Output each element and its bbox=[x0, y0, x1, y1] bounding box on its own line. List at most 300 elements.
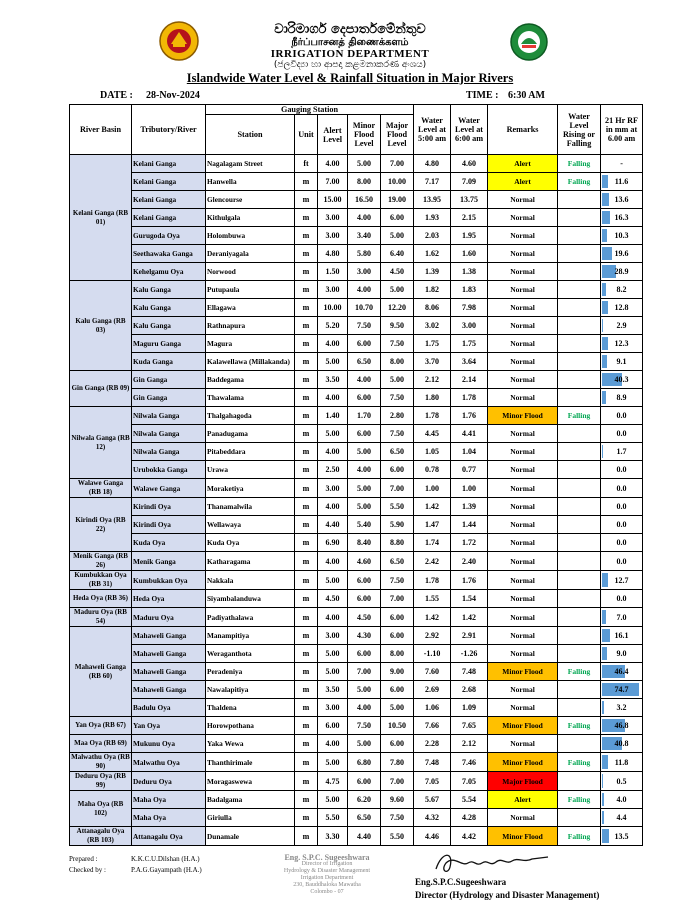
station-cell: Dunamale bbox=[206, 827, 295, 846]
wl6-cell: 1.72 bbox=[451, 534, 488, 552]
rainfall-bar bbox=[602, 211, 610, 224]
wl6-cell: 4.28 bbox=[451, 809, 488, 827]
minor-flood-cell: 16.50 bbox=[348, 191, 381, 209]
wl6-cell: 1.09 bbox=[451, 699, 488, 717]
river-basin-cell: Heda Oya (RB 36) bbox=[70, 590, 132, 608]
rainfall-cell bbox=[601, 717, 643, 735]
wl5-cell: 7.60 bbox=[414, 663, 451, 681]
tributary-cell: Kuda Ganga bbox=[132, 353, 206, 371]
rainfall-value: 12.8 bbox=[614, 303, 629, 312]
wl6-cell: 2.68 bbox=[451, 681, 488, 699]
remarks-cell: Minor Flood bbox=[488, 753, 558, 772]
station-cell: Magura bbox=[206, 335, 295, 353]
rising-falling-cell bbox=[558, 245, 601, 263]
rising-falling-cell bbox=[558, 461, 601, 479]
wl6-cell: 1.44 bbox=[451, 516, 488, 534]
minor-flood-cell: 7.50 bbox=[348, 317, 381, 335]
table-row bbox=[70, 353, 643, 371]
checked-by: P.A.G.Gayampath (H.A.) bbox=[131, 866, 202, 874]
major-flood-cell: 19.00 bbox=[381, 191, 414, 209]
rising-falling-cell bbox=[558, 809, 601, 827]
wl6-cell: 7.98 bbox=[451, 299, 488, 317]
rising-falling-cell bbox=[558, 571, 601, 590]
major-flood-cell: 5.50 bbox=[381, 498, 414, 516]
rainfall-cell bbox=[601, 281, 643, 299]
rising-falling-cell bbox=[558, 389, 601, 407]
minor-flood-cell: 4.00 bbox=[348, 281, 381, 299]
rainfall-bar bbox=[602, 391, 606, 404]
alert-level-cell: 10.00 bbox=[318, 299, 348, 317]
rising-falling-cell: Falling bbox=[558, 173, 601, 191]
rainfall-cell bbox=[601, 791, 643, 809]
alert-level-cell: 2.50 bbox=[318, 461, 348, 479]
major-flood-cell: 5.00 bbox=[381, 281, 414, 299]
wl5-cell: 1.93 bbox=[414, 209, 451, 227]
major-flood-cell: 5.90 bbox=[381, 516, 414, 534]
wl6-cell: 1.76 bbox=[451, 571, 488, 590]
wl6-cell: 13.75 bbox=[451, 191, 488, 209]
river-basin-cell: Walawe Ganga (RB 18) bbox=[70, 479, 132, 498]
rainfall-value: 40.8 bbox=[614, 739, 629, 748]
rainfall-value: 13.5 bbox=[614, 831, 629, 841]
rainfall-value: 4.0 bbox=[616, 795, 627, 804]
report-title: Islandwide Water Level & Rainfall Situation in Major Rivers bbox=[186, 71, 514, 85]
signature-icon bbox=[432, 847, 552, 877]
wl6-cell: 7.65 bbox=[451, 717, 488, 735]
rising-falling-cell: Falling bbox=[558, 753, 601, 772]
rising-falling-cell bbox=[558, 498, 601, 516]
rainfall-cell bbox=[601, 209, 643, 227]
rainfall-value: 12.3 bbox=[614, 339, 629, 348]
alert-level-cell: 5.00 bbox=[318, 753, 348, 772]
stamp-line: 230, Bauddhaloka Mawatha bbox=[293, 882, 361, 888]
tributary-cell: Kalu Ganga bbox=[132, 317, 206, 335]
rainfall-bar bbox=[602, 301, 608, 314]
alert-level-cell: 4.00 bbox=[318, 735, 348, 753]
col-minor: Minor Flood Level bbox=[348, 115, 381, 155]
tributary-cell: Kumbukkan Oya bbox=[132, 571, 206, 590]
rainfall-value: 0.0 bbox=[616, 502, 627, 511]
rainfall-value: 46.8 bbox=[614, 721, 629, 730]
river-basin-cell: Maa Oya (RB 69) bbox=[70, 735, 132, 753]
wl6-cell: 1.39 bbox=[451, 498, 488, 516]
table-row bbox=[70, 173, 643, 191]
table-row bbox=[70, 791, 643, 809]
rising-falling-cell bbox=[558, 317, 601, 335]
tributary-cell: Nilwala Ganga bbox=[132, 425, 206, 443]
rainfall-bar bbox=[602, 193, 609, 206]
tributary-cell: Nilwala Ganga bbox=[132, 443, 206, 461]
alert-level-cell: 4.00 bbox=[318, 335, 348, 353]
station-cell: Thanthirimale bbox=[206, 753, 295, 772]
rainfall-value: 3.2 bbox=[616, 703, 627, 712]
tributary-cell: Kelani Ganga bbox=[132, 155, 206, 173]
unit-cell: m bbox=[295, 498, 318, 516]
unit-cell: m bbox=[295, 335, 318, 353]
unit-cell: m bbox=[295, 191, 318, 209]
major-flood-cell: 6.00 bbox=[381, 627, 414, 645]
unit-cell: m bbox=[295, 699, 318, 717]
minor-flood-cell: 6.00 bbox=[348, 645, 381, 663]
minor-flood-cell: 4.60 bbox=[348, 552, 381, 571]
rising-falling-cell: Falling bbox=[558, 155, 601, 173]
rising-falling-cell bbox=[558, 335, 601, 353]
station-cell: Horowpothana bbox=[206, 717, 295, 735]
major-flood-cell: 6.40 bbox=[381, 245, 414, 263]
col-remarks: Remarks bbox=[488, 105, 558, 155]
wl5-cell: 1.06 bbox=[414, 699, 451, 717]
tributary-cell: Mahaweli Ganga bbox=[132, 645, 206, 663]
rainfall-value: 9.0 bbox=[616, 649, 627, 658]
major-flood-cell: 5.00 bbox=[381, 699, 414, 717]
rainfall-cell bbox=[601, 443, 643, 461]
unit-cell: m bbox=[295, 317, 318, 335]
tributary-cell: Badulu Oya bbox=[132, 699, 206, 717]
alert-level-cell: 3.50 bbox=[318, 681, 348, 699]
rainfall-value: 12.7 bbox=[614, 575, 629, 585]
station-cell: Kithulgala bbox=[206, 209, 295, 227]
alert-level-cell: 3.50 bbox=[318, 371, 348, 389]
unit-cell: m bbox=[295, 479, 318, 498]
wl5-cell: 2.92 bbox=[414, 627, 451, 645]
minor-flood-cell: 6.00 bbox=[348, 335, 381, 353]
wl6-cell: 0.77 bbox=[451, 461, 488, 479]
rainfall-bar bbox=[602, 610, 606, 624]
stamp-line: Hydrology & Disaster Management bbox=[283, 868, 371, 874]
wl5-cell: 0.78 bbox=[414, 461, 451, 479]
station-cell: Thawalama bbox=[206, 389, 295, 407]
table-row bbox=[70, 335, 643, 353]
rainfall-bar bbox=[602, 283, 606, 296]
station-cell: Panadugama bbox=[206, 425, 295, 443]
major-flood-cell: 12.20 bbox=[381, 299, 414, 317]
rising-falling-cell bbox=[558, 590, 601, 608]
major-flood-cell: 10.50 bbox=[381, 717, 414, 735]
date-value: 28-Nov-2024 bbox=[146, 90, 200, 101]
table-row bbox=[70, 717, 643, 735]
wl6-cell: 7.46 bbox=[451, 753, 488, 772]
table-row bbox=[70, 263, 643, 281]
prepared-label: Prepared : bbox=[69, 855, 98, 863]
rainfall-value: 4.4 bbox=[616, 813, 627, 822]
tributary-cell: Kelani Ganga bbox=[132, 173, 206, 191]
river-basin-cell: Menik Ganga (RB 26) bbox=[70, 552, 132, 571]
station-cell: Kuda Oya bbox=[206, 534, 295, 552]
rainfall-cell bbox=[601, 608, 643, 627]
station-cell: Nakkala bbox=[206, 571, 295, 590]
table-row bbox=[70, 371, 643, 389]
rainfall-cell bbox=[601, 645, 643, 663]
minor-flood-cell: 6.00 bbox=[348, 389, 381, 407]
minor-flood-cell: 6.80 bbox=[348, 753, 381, 772]
wl6-cell: 4.60 bbox=[451, 155, 488, 173]
wl5-cell: -1.10 bbox=[414, 645, 451, 663]
rainfall-value: 0.0 bbox=[616, 483, 627, 493]
table-row bbox=[70, 772, 643, 791]
rainfall-bar bbox=[602, 829, 609, 843]
table-row bbox=[70, 516, 643, 534]
rainfall-cell bbox=[601, 155, 643, 173]
header-sinhala: වාරිමාර්ග දෙපාර්තමේන්තුව bbox=[274, 22, 426, 37]
remarks-cell: Normal bbox=[488, 645, 558, 663]
rainfall-value: 1.7 bbox=[616, 447, 627, 456]
rainfall-cell bbox=[601, 552, 643, 571]
remarks-cell: Normal bbox=[488, 461, 558, 479]
remarks-cell: Normal bbox=[488, 245, 558, 263]
rainfall-value: 46.4 bbox=[614, 667, 629, 676]
rainfall-bar bbox=[602, 247, 612, 260]
tributary-cell: Kirindi Oya bbox=[132, 498, 206, 516]
station-cell: Siyambalanduwa bbox=[206, 590, 295, 608]
rainfall-bar bbox=[602, 647, 607, 660]
unit-cell: m bbox=[295, 245, 318, 263]
station-cell: Urawa bbox=[206, 461, 295, 479]
tributary-cell: Heda Oya bbox=[132, 590, 206, 608]
minor-flood-cell: 6.00 bbox=[348, 772, 381, 791]
table-row bbox=[70, 407, 643, 425]
rising-falling-cell bbox=[558, 645, 601, 663]
remarks-cell: Normal bbox=[488, 809, 558, 827]
wl5-cell: 4.45 bbox=[414, 425, 451, 443]
major-flood-cell: 7.50 bbox=[381, 571, 414, 590]
rainfall-value: 9.1 bbox=[616, 357, 627, 366]
rainfall-cell bbox=[601, 681, 643, 699]
tributary-cell: Kirindi Oya bbox=[132, 516, 206, 534]
station-cell: Thanamalwila bbox=[206, 498, 295, 516]
rainfall-value: 0.0 bbox=[616, 594, 627, 603]
rising-falling-cell: Falling bbox=[558, 791, 601, 809]
rising-falling-cell bbox=[558, 371, 601, 389]
unit-cell: m bbox=[295, 534, 318, 552]
wl5-cell: 3.70 bbox=[414, 353, 451, 371]
wl6-cell: 2.14 bbox=[451, 371, 488, 389]
wl5-cell: 7.05 bbox=[414, 772, 451, 791]
alert-level-cell: 4.50 bbox=[318, 590, 348, 608]
station-cell: Yaka Wewa bbox=[206, 735, 295, 753]
header-english: IRRIGATION DEPARTMENT bbox=[270, 48, 430, 60]
tributary-cell: Walawe Ganga bbox=[132, 479, 206, 498]
rising-falling-cell bbox=[558, 608, 601, 627]
rainfall-value: 0.0 bbox=[616, 538, 627, 547]
minor-flood-cell: 7.00 bbox=[348, 663, 381, 681]
rainfall-value: - bbox=[620, 159, 623, 168]
river-basin-cell: Nilwala Ganga (RB 12) bbox=[70, 407, 132, 479]
remarks-cell: Minor Flood bbox=[488, 717, 558, 735]
station-cell: Weraganthota bbox=[206, 645, 295, 663]
station-cell: Glencourse bbox=[206, 191, 295, 209]
rising-falling-cell bbox=[558, 209, 601, 227]
river-basin-cell: Attanagalu Oya (RB 103) bbox=[70, 827, 132, 846]
remarks-cell: Normal bbox=[488, 317, 558, 335]
tributary-cell: Maha Oya bbox=[132, 809, 206, 827]
wl5-cell: 1.78 bbox=[414, 407, 451, 425]
unit-cell: m bbox=[295, 407, 318, 425]
table-body bbox=[70, 155, 643, 846]
rainfall-cell bbox=[601, 353, 643, 371]
major-flood-cell: 8.00 bbox=[381, 353, 414, 371]
remarks-cell: Normal bbox=[488, 498, 558, 516]
rising-falling-cell bbox=[558, 627, 601, 645]
header-tamil: நீர்ப்பாசனத் திணைக்களம் bbox=[291, 37, 409, 48]
alert-level-cell: 1.50 bbox=[318, 263, 348, 281]
wl5-cell: 4.80 bbox=[414, 155, 451, 173]
rainfall-value: 13.6 bbox=[614, 195, 629, 204]
river-basin-cell: Maha Oya (RB 102) bbox=[70, 791, 132, 827]
sri-lanka-emblem-icon bbox=[156, 20, 202, 62]
rainfall-bar bbox=[602, 337, 608, 350]
alert-level-cell: 4.00 bbox=[318, 155, 348, 173]
rainfall-value: 11.6 bbox=[614, 177, 629, 186]
major-flood-cell: 7.00 bbox=[381, 155, 414, 173]
checked-label: Checked by : bbox=[69, 866, 106, 874]
rising-falling-cell bbox=[558, 534, 601, 552]
irrigation-logo-icon bbox=[507, 22, 551, 62]
rainfall-bar bbox=[602, 701, 604, 714]
major-flood-cell: 7.50 bbox=[381, 335, 414, 353]
rainfall-cell bbox=[601, 299, 643, 317]
rising-falling-cell bbox=[558, 443, 601, 461]
tributary-cell: Maduru Oya bbox=[132, 608, 206, 627]
rainfall-value: 11.8 bbox=[614, 757, 629, 767]
wl5-cell: 1.74 bbox=[414, 534, 451, 552]
unit-cell: m bbox=[295, 608, 318, 627]
col-river-basin: River Basin bbox=[70, 105, 132, 155]
stamp-line: Irrigation Department bbox=[300, 875, 354, 881]
rainfall-bar bbox=[602, 629, 610, 642]
table-row bbox=[70, 155, 643, 173]
remarks-cell: Alert bbox=[488, 173, 558, 191]
minor-flood-cell: 6.50 bbox=[348, 353, 381, 371]
wl5-cell: 1.05 bbox=[414, 443, 451, 461]
wl5-cell: 1.82 bbox=[414, 281, 451, 299]
rising-falling-cell bbox=[558, 425, 601, 443]
minor-flood-cell: 6.20 bbox=[348, 791, 381, 809]
alert-level-cell: 5.00 bbox=[318, 571, 348, 590]
table-row bbox=[70, 389, 643, 407]
station-cell: Rathnapura bbox=[206, 317, 295, 335]
major-flood-cell: 9.60 bbox=[381, 791, 414, 809]
table-row bbox=[70, 281, 643, 299]
col-major: Major Flood Level bbox=[381, 115, 414, 155]
river-basin-cell: Kalu Ganga (RB 03) bbox=[70, 281, 132, 371]
unit-cell: m bbox=[295, 281, 318, 299]
station-cell: Nawalapitiya bbox=[206, 681, 295, 699]
remarks-cell: Normal bbox=[488, 389, 558, 407]
remarks-cell: Normal bbox=[488, 516, 558, 534]
station-cell: Kalawellawa (Millakanda) bbox=[206, 353, 295, 371]
remarks-cell: Normal bbox=[488, 590, 558, 608]
wl5-cell: 2.69 bbox=[414, 681, 451, 699]
table-row bbox=[70, 608, 643, 627]
stamp-line: Eng. S.P.C. Sugeeshwara bbox=[284, 853, 370, 862]
remarks-cell: Normal bbox=[488, 353, 558, 371]
alert-level-cell: 4.00 bbox=[318, 389, 348, 407]
rainfall-cell bbox=[601, 663, 643, 681]
wl5-cell: 8.06 bbox=[414, 299, 451, 317]
major-flood-cell: 2.80 bbox=[381, 407, 414, 425]
tributary-cell: Yan Oya bbox=[132, 717, 206, 735]
rainfall-cell bbox=[601, 371, 643, 389]
unit-cell: m bbox=[295, 627, 318, 645]
tributary-cell: Malwathu Oya bbox=[132, 753, 206, 772]
unit-cell: m bbox=[295, 389, 318, 407]
remarks-cell: Normal bbox=[488, 608, 558, 627]
alert-level-cell: 5.50 bbox=[318, 809, 348, 827]
rainfall-cell bbox=[601, 263, 643, 281]
table-row bbox=[70, 227, 643, 245]
minor-flood-cell: 8.00 bbox=[348, 173, 381, 191]
alert-level-cell: 15.00 bbox=[318, 191, 348, 209]
table-row bbox=[70, 699, 643, 717]
rainfall-cell bbox=[601, 571, 643, 590]
minor-flood-cell: 6.50 bbox=[348, 809, 381, 827]
minor-flood-cell: 5.00 bbox=[348, 498, 381, 516]
major-flood-cell: 8.00 bbox=[381, 645, 414, 663]
time-value: 6:30 AM bbox=[508, 90, 545, 101]
remarks-cell: Normal bbox=[488, 209, 558, 227]
major-flood-cell: 6.50 bbox=[381, 443, 414, 461]
alert-level-cell: 5.20 bbox=[318, 317, 348, 335]
unit-cell: m bbox=[295, 209, 318, 227]
wl6-cell: 1.38 bbox=[451, 263, 488, 281]
wl5-cell: 2.12 bbox=[414, 371, 451, 389]
station-cell: Norwood bbox=[206, 263, 295, 281]
rainfall-bar bbox=[602, 175, 608, 188]
unit-cell: m bbox=[295, 791, 318, 809]
remarks-cell: Normal bbox=[488, 681, 558, 699]
minor-flood-cell: 4.00 bbox=[348, 699, 381, 717]
rainfall-value: 7.0 bbox=[616, 612, 627, 622]
wl5-cell: 5.67 bbox=[414, 791, 451, 809]
tributary-cell: Gin Ganga bbox=[132, 371, 206, 389]
minor-flood-cell: 6.00 bbox=[348, 571, 381, 590]
unit-cell: m bbox=[295, 263, 318, 281]
major-flood-cell: 7.80 bbox=[381, 753, 414, 772]
unit-cell: m bbox=[295, 371, 318, 389]
rainfall-cell bbox=[601, 479, 643, 498]
wl5-cell: 1.62 bbox=[414, 245, 451, 263]
table-row bbox=[70, 443, 643, 461]
remarks-cell: Normal bbox=[488, 263, 558, 281]
tributary-cell: Gurugoda Oya bbox=[132, 227, 206, 245]
alert-level-cell: 4.00 bbox=[318, 498, 348, 516]
rising-falling-cell bbox=[558, 479, 601, 498]
unit-cell: m bbox=[295, 681, 318, 699]
station-cell: Peradeniya bbox=[206, 663, 295, 681]
wl6-cell: 2.91 bbox=[451, 627, 488, 645]
major-flood-cell: 7.50 bbox=[381, 425, 414, 443]
station-cell: Ellagawa bbox=[206, 299, 295, 317]
alert-level-cell: 7.00 bbox=[318, 173, 348, 191]
river-basin-cell: Kelani Ganga (RB 01) bbox=[70, 155, 132, 281]
river-basin-cell: Kirindi Oya (RB 22) bbox=[70, 498, 132, 552]
unit-cell: ft bbox=[295, 155, 318, 173]
wl5-cell: 1.42 bbox=[414, 608, 451, 627]
rainfall-cell bbox=[601, 335, 643, 353]
station-cell: Deraniyagala bbox=[206, 245, 295, 263]
major-flood-cell: 9.00 bbox=[381, 663, 414, 681]
tributary-cell: Gin Ganga bbox=[132, 389, 206, 407]
rainfall-bar bbox=[602, 319, 603, 332]
minor-flood-cell: 5.00 bbox=[348, 681, 381, 699]
wl6-cell: 3.64 bbox=[451, 353, 488, 371]
wl5-cell: 1.00 bbox=[414, 479, 451, 498]
unit-cell: m bbox=[295, 173, 318, 191]
rainfall-value: 0.0 bbox=[616, 429, 627, 438]
station-cell: Hanwella bbox=[206, 173, 295, 191]
col-alert: Alert Level bbox=[318, 115, 348, 155]
minor-flood-cell: 5.00 bbox=[348, 155, 381, 173]
